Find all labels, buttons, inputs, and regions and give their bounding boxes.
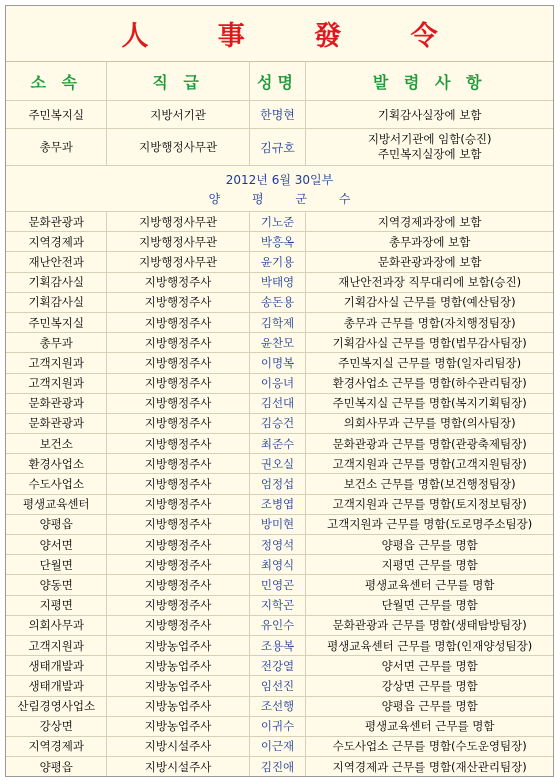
dept-cell: 평생교육센터	[6, 495, 107, 514]
dept-cell: 기획감사실	[6, 293, 107, 312]
order-cell: 기획감사실 근무를 명함(법무감사팀장)	[332, 335, 527, 350]
order-cell: 고객지원과 근무를 명함(토지정보팀장)	[332, 497, 527, 512]
dept-cell: 지역경제과	[6, 737, 107, 756]
grade-cell: 지방행정주사	[107, 555, 249, 574]
name-cell: 조선행	[250, 697, 307, 716]
grade-cell: 지방행정주사	[107, 434, 249, 453]
grade-cell: 지방행정주사	[107, 535, 249, 554]
name-cell: 전강열	[250, 656, 307, 675]
grade-cell: 지방행정주사	[107, 374, 249, 393]
grade-cell: 지방농업주사	[107, 656, 249, 675]
dept-cell: 주민복지실	[6, 313, 107, 332]
name-cell: 최준수	[250, 434, 307, 453]
table-row	[6, 394, 553, 414]
grade-cell: 지방행정사무관	[107, 232, 249, 251]
section-header	[6, 166, 553, 212]
dept-cell: 산림경영사업소	[6, 697, 107, 716]
dept-cell: 양서면	[6, 535, 107, 554]
dept-cell: 총무과	[6, 333, 107, 352]
grade-cell: 지방행정주사	[107, 313, 249, 332]
table-row	[6, 676, 553, 696]
order-cell: 보건소 근무를 명함(보건행정팀장)	[343, 477, 516, 492]
grade-cell: 지방행정주사	[107, 414, 249, 433]
table-row	[6, 434, 553, 454]
table-row	[6, 374, 553, 394]
dept-cell: 환경사업소	[6, 454, 107, 473]
dept-cell: 재난안전과	[6, 252, 107, 271]
order-cell: 문화관광과 근무를 명함(생태탐방팀장)	[332, 618, 527, 633]
table-row	[6, 273, 553, 293]
title-row	[6, 6, 553, 62]
table-row	[6, 313, 553, 333]
dept-cell: 수도사업소	[6, 474, 107, 493]
dept-cell: 생태개발과	[6, 656, 107, 675]
order-cell	[306, 129, 553, 165]
name-cell: 박태영	[250, 273, 307, 292]
grade-cell: 지방행정주사	[107, 273, 249, 292]
table-row	[6, 232, 553, 252]
dept-cell: 보건소	[6, 434, 107, 453]
header-order: 발 령 사 항	[372, 72, 487, 92]
dept-cell: 총무과	[6, 129, 107, 165]
dept-cell: 문화관광과	[6, 414, 107, 433]
name-cell: 김규호	[250, 129, 307, 165]
grade-cell: 지방농업주사	[107, 676, 249, 695]
effective-date: 2012년 6월 30일부	[225, 172, 334, 187]
table-row	[6, 101, 553, 129]
name-cell: 민영곤	[250, 575, 307, 594]
order-cell: 주민복지실 근무를 명함(복지기획팀장)	[332, 396, 527, 411]
grade-cell: 지방행정주사	[107, 454, 249, 473]
order-cell: 양평읍 근무를 명함	[381, 537, 478, 552]
name-cell: 김학제	[250, 313, 307, 332]
order-cell: 재난안전과장 직무대리에 보함(승진)	[338, 275, 522, 290]
name-cell: 이명복	[250, 353, 307, 372]
table-row	[6, 353, 553, 373]
grade-cell: 지방시설주사	[107, 757, 249, 776]
header-grade: 직 급	[107, 62, 249, 100]
order-cell: 양평읍 근무를 명함	[381, 699, 478, 714]
grade-cell: 지방행정주사	[107, 596, 249, 615]
order-cell: 고객지원과 근무를 명함(도로명주소팀장)	[327, 517, 533, 532]
grade-cell: 지방농업주사	[107, 717, 249, 736]
dept-cell: 고객지원과	[6, 636, 107, 655]
grade-cell: 지방행정주사	[107, 394, 249, 413]
name-cell: 권오실	[250, 454, 307, 473]
order-cell: 기획감사실장에 보함	[377, 107, 482, 122]
grade-cell: 지방행정사무관	[107, 252, 249, 271]
grade-cell: 지방행정주사	[107, 575, 249, 594]
order-cell: 평생교육센터 근무를 명함(인재양성팀장)	[327, 638, 533, 653]
name-cell: 조용복	[250, 636, 307, 655]
table-row	[6, 757, 553, 776]
name-cell: 엄정섭	[250, 474, 307, 493]
name-cell: 박흥옥	[250, 232, 307, 251]
table-row	[6, 596, 553, 616]
name-cell: 정영석	[250, 535, 307, 554]
order-cell: 고객지원과 근무를 명함(고객지원팀장)	[332, 456, 527, 471]
personnel-table-body	[6, 212, 553, 776]
table-row	[6, 636, 553, 656]
name-cell: 이귀수	[250, 717, 307, 736]
name-cell: 김승건	[250, 414, 307, 433]
table-row	[6, 575, 553, 595]
table-row	[6, 616, 553, 636]
order-cell: 주민복지실 근무를 명함(일자리팀장)	[338, 355, 522, 370]
order-cell: 지역경제과 근무를 명함(재산관리팀장)	[332, 759, 527, 774]
dept-cell: 지역경제과	[6, 232, 107, 251]
dept-cell: 주민복지실	[6, 101, 107, 128]
name-cell: 김선대	[250, 394, 307, 413]
name-cell: 윤기용	[250, 252, 307, 271]
name-cell: 임선진	[250, 676, 307, 695]
name-cell: 기노준	[250, 212, 307, 231]
dept-cell: 고객지원과	[6, 353, 107, 372]
grade-cell: 지방행정주사	[107, 515, 249, 534]
order-cell: 환경사업소 근무를 명함(하수관리팀장)	[332, 376, 527, 391]
order-cell: 단월면 근무를 명함	[381, 598, 478, 613]
order-cell: 평생교육센터 근무를 명함	[364, 719, 495, 734]
table-row	[6, 333, 553, 353]
table-row	[6, 252, 553, 272]
grade-cell: 지방행정주사	[107, 474, 249, 493]
name-cell: 방미현	[250, 515, 307, 534]
dept-cell: 지평면	[6, 596, 107, 615]
table-row	[6, 212, 553, 232]
table-row	[6, 656, 553, 676]
name-cell: 이근재	[250, 737, 307, 756]
order-cell: 총무과 근무를 명함(자치행정팀장)	[343, 315, 516, 330]
dept-cell: 의회사무과	[6, 616, 107, 635]
order-cell: 기획감사실 근무를 명함(예산팀장)	[343, 295, 516, 310]
dept-cell: 고객지원과	[6, 374, 107, 393]
grade-cell: 지방서기관	[107, 101, 249, 128]
name-cell: 김진애	[250, 757, 307, 776]
dept-cell: 단월면	[6, 555, 107, 574]
table-row	[6, 293, 553, 313]
dept-cell: 양동면	[6, 575, 107, 594]
name-cell: 최영식	[250, 555, 307, 574]
table-row	[6, 495, 553, 515]
table-row	[6, 737, 553, 757]
table-row	[6, 515, 553, 535]
grade-cell: 지방행정사무관	[107, 129, 249, 165]
grade-cell: 지방행정사무관	[107, 212, 249, 231]
name-cell: 지학곤	[250, 596, 307, 615]
order-line-1: 지방서기관에 임함(승진)	[367, 132, 492, 146]
dept-cell: 양평읍	[6, 515, 107, 534]
order-cell: 의회사무과 근무를 명함(의사팀장)	[343, 416, 516, 431]
name-cell: 조병엽	[250, 495, 307, 514]
issuing-authority: 양 평 군 수	[208, 191, 365, 206]
grade-cell: 지방행정주사	[107, 333, 249, 352]
document-title: 人 事 發 令	[121, 21, 468, 52]
table-row	[6, 414, 553, 434]
table-row	[6, 454, 553, 474]
order-cell: 양서면 근무를 명함	[381, 658, 478, 673]
grade-cell: 지방행정주사	[107, 616, 249, 635]
table-row	[6, 717, 553, 737]
grade-cell: 지방행정주사	[107, 293, 249, 312]
header-row	[6, 62, 553, 101]
dept-cell: 기획감사실	[6, 273, 107, 292]
order-cell: 문화관광과장에 보함	[377, 254, 482, 269]
name-cell: 유인수	[250, 616, 307, 635]
personnel-order-sheet	[5, 5, 554, 777]
grade-cell: 지방행정주사	[107, 495, 249, 514]
dept-cell: 문화관광과	[6, 394, 107, 413]
name-cell: 이응녀	[250, 374, 307, 393]
dept-cell: 문화관광과	[6, 212, 107, 231]
dept-cell: 생태개발과	[6, 676, 107, 695]
table-row	[6, 474, 553, 494]
order-cell: 평생교육센터 근무를 명함	[364, 577, 495, 592]
grade-cell: 지방시설주사	[107, 737, 249, 756]
order-cell: 문화관광과 근무를 명함(관광축제팀장)	[332, 436, 527, 451]
name-cell: 한명현	[250, 101, 307, 128]
grade-cell: 지방농업주사	[107, 697, 249, 716]
table-row	[6, 555, 553, 575]
table-row	[6, 535, 553, 555]
table-row	[6, 129, 553, 166]
order-cell: 지평면 근무를 명함	[381, 557, 478, 572]
grade-cell: 지방농업주사	[107, 636, 249, 655]
name-cell: 윤찬모	[250, 333, 307, 352]
header-name: 성명	[250, 62, 307, 100]
header-dept: 소 속	[6, 62, 107, 100]
dept-cell: 양평읍	[6, 757, 107, 776]
table-row	[6, 697, 553, 717]
order-cell: 수도사업소 근무를 명함(수도운영팀장)	[332, 739, 527, 754]
dept-cell: 강상면	[6, 717, 107, 736]
order-cell: 강상면 근무를 명함	[381, 678, 478, 693]
order-line-2: 주민복지실장에 보함	[377, 147, 482, 161]
order-cell: 총무과장에 보함	[388, 234, 471, 249]
name-cell: 송돈용	[250, 293, 307, 312]
grade-cell: 지방행정주사	[107, 353, 249, 372]
order-cell: 지역경제과장에 보함	[377, 214, 482, 229]
